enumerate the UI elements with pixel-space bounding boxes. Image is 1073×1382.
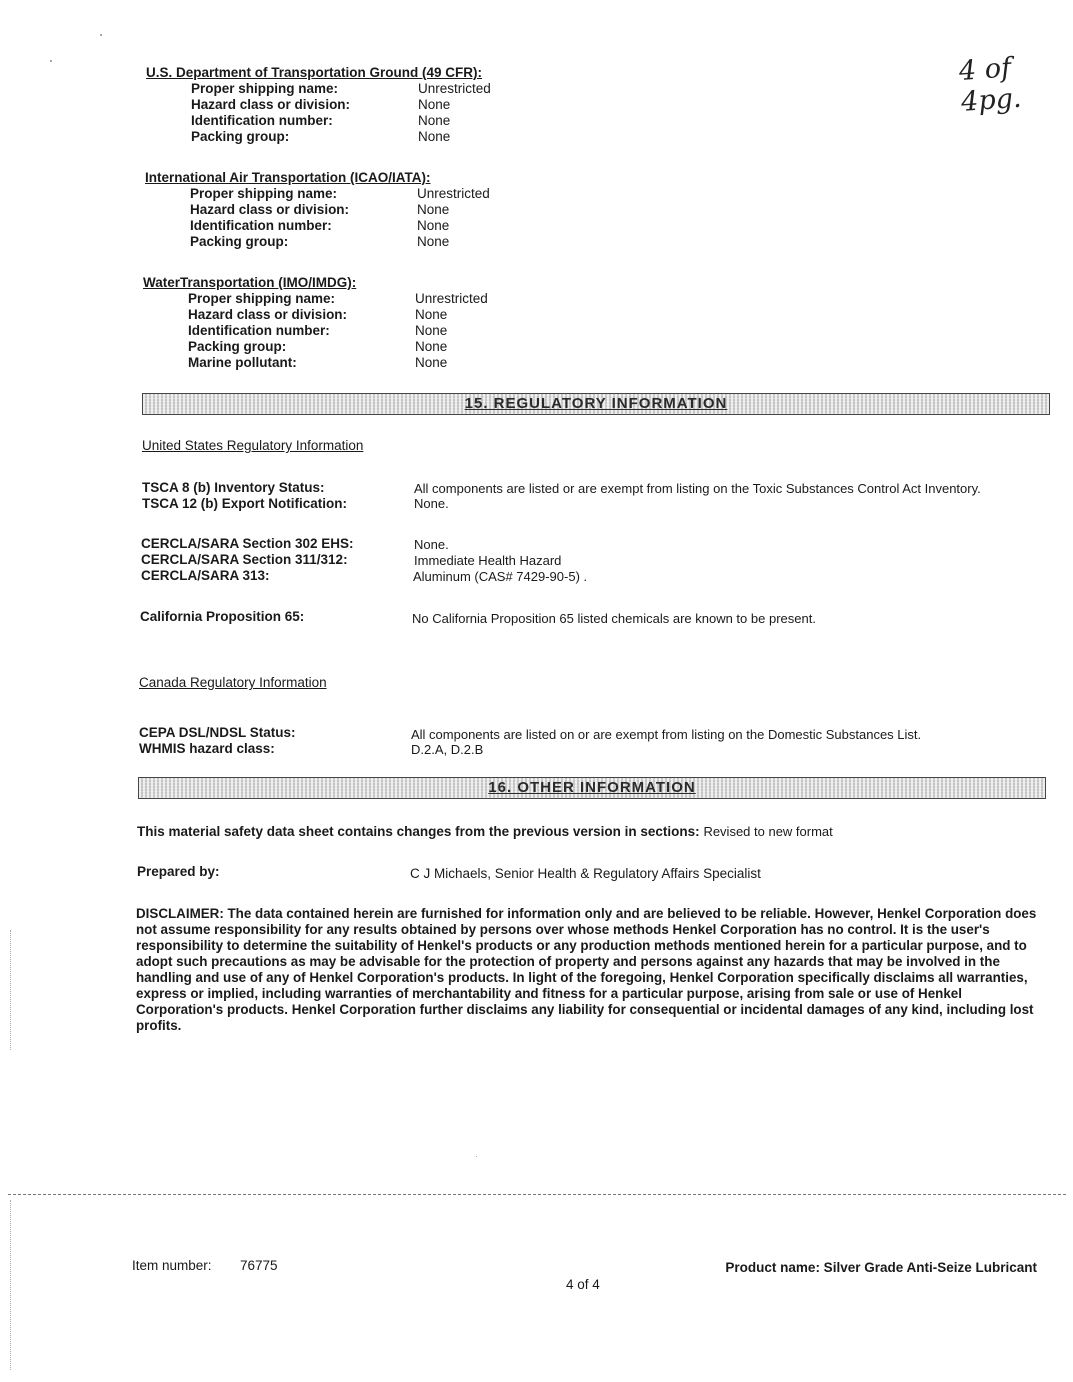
imo-proper-shipping-label: Proper shipping name: <box>188 291 336 306</box>
section-16-banner <box>138 777 1046 799</box>
imo-packing-group-label: Packing group: <box>188 339 287 354</box>
page-number: 4 of 4 <box>566 1277 600 1292</box>
product-name: Product name: Silver Grade Anti-Seize Lubricant <box>725 1260 1037 1275</box>
icao-proper-shipping-label: Proper shipping name: <box>190 186 338 201</box>
imo-hazard-class-value: None <box>415 307 448 322</box>
imo-hazard-class-label: Hazard class or division: <box>188 307 348 322</box>
section-16-title: 16. OTHER INFORMATION <box>488 779 696 796</box>
handwritten-page-note: 4 of 4pg. <box>957 52 1023 118</box>
prop65-label: California Proposition 65: <box>140 609 305 624</box>
section-15-banner <box>142 393 1050 415</box>
icao-heading: International Air Transportation (ICAO/IATA): <box>145 170 431 185</box>
changes-label: This material safety data sheet contains changes from the previous version in sections: <box>137 824 700 839</box>
dot-id-number-label: Identification number: <box>191 113 333 128</box>
dot-id-number-value: None <box>418 113 451 128</box>
imo-packing-group-value: None <box>415 339 448 354</box>
dot-ground-heading: U.S. Department of Transportation Ground (49 CFR): <box>146 65 483 80</box>
scan-speck <box>100 34 102 36</box>
tsca8-label: TSCA 8 (b) Inventory Status: <box>142 480 325 495</box>
canada-regulatory-heading: Canada Regulatory Information <box>139 675 327 690</box>
cercla311-label: CERCLA/SARA Section 311/312: <box>141 552 348 567</box>
whmis-value: D.2.A, D.2.B <box>411 742 484 757</box>
cercla311-value: Immediate Health Hazard <box>414 553 562 568</box>
dot-hazard-class-label: Hazard class or division: <box>191 97 351 112</box>
tsca12-label: TSCA 12 (b) Export Notification: <box>142 496 347 511</box>
scan-edge-marks <box>10 1200 12 1370</box>
imo-id-number-label: Identification number: <box>188 323 330 338</box>
changes-value: Revised to new format <box>703 824 833 839</box>
cercla313-value: Aluminum (CAS# 7429-90-5) . <box>413 569 588 584</box>
cercla313-label: CERCLA/SARA 313: <box>141 568 270 583</box>
imo-proper-shipping-value: Unrestricted <box>415 291 488 306</box>
prepared-by-value: C J Michaels, Senior Health & Regulatory Affairs Specialist <box>410 866 761 881</box>
us-regulatory-heading: United States Regulatory Information <box>142 438 364 453</box>
cepa-label: CEPA DSL/NDSL Status: <box>139 725 296 740</box>
icao-hazard-class-label: Hazard class or division: <box>190 202 350 217</box>
dot-packing-group-label: Packing group: <box>191 129 290 144</box>
prop65-value: No California Proposition 65 listed chemicals are known to be present. <box>412 611 816 626</box>
icao-packing-group-label: Packing group: <box>190 234 289 249</box>
icao-id-number-label: Identification number: <box>190 218 332 233</box>
icao-packing-group-value: None <box>417 234 450 249</box>
footer-divider <box>8 1194 1066 1195</box>
cercla302-label: CERCLA/SARA Section 302 EHS: <box>141 536 354 551</box>
scan-speck <box>476 1156 477 1157</box>
item-number-value: 76775 <box>240 1258 278 1273</box>
imo-id-number-value: None <box>415 323 448 338</box>
prepared-by-label: Prepared by: <box>137 864 220 879</box>
section-15-title: 15. REGULATORY INFORMATION <box>464 395 728 412</box>
icao-hazard-class-value: None <box>417 202 450 217</box>
icao-id-number-value: None <box>417 218 450 233</box>
dot-proper-shipping-label: Proper shipping name: <box>191 81 339 96</box>
imo-heading: WaterTransportation (IMO/IMDG): <box>143 275 357 290</box>
item-number-label: Item number: <box>132 1258 212 1273</box>
tsca12-value: None. <box>414 496 449 511</box>
changes-note <box>137 824 833 840</box>
cepa-value: All components are listed on or are exempt from listing on the Domestic Substances List. <box>411 727 922 742</box>
dot-hazard-class-value: None <box>418 97 451 112</box>
icao-proper-shipping-value: Unrestricted <box>417 186 490 201</box>
cercla302-value: None. <box>414 537 449 552</box>
imo-marine-pollutant-value: None <box>415 355 448 370</box>
imo-marine-pollutant-label: Marine pollutant: <box>188 355 297 370</box>
dot-proper-shipping-value: Unrestricted <box>418 81 491 96</box>
dot-packing-group-value: None <box>418 129 451 144</box>
disclaimer-text: DISCLAIMER: The data contained herein are furnished for information only and are believed to be reliable. However, Henkel Corporation does not assume responsibility for any results obtained by persons over whose methods Henkel Corporation has no control. It is the user's responsibility to determine the suitability of Henkel's products or any production methods mentioned herein for a particular purpose, and to adopt such precautions as may be advisable for the protection of property and persons against any hazards that may be involved in the handling and use of any of Henkel Corporation's products. In light of the foregoing, Henkel Corporation specifically disclaims all warranties, express or implied, including warranties of merchantability and fitness for a particular purpose, arising from sale or use of Henkel Corporation's products. Henkel Corporation further disclaims any liability for consequential or incidental damages of any kind, including lost profits. <box>136 906 1037 1033</box>
whmis-label: WHMIS hazard class: <box>139 741 275 756</box>
tsca8-value: All components are listed or are exempt from listing on the Toxic Substances Control Act Inventory. <box>414 481 981 496</box>
scan-edge-marks <box>10 930 12 1050</box>
scan-speck <box>50 60 52 62</box>
